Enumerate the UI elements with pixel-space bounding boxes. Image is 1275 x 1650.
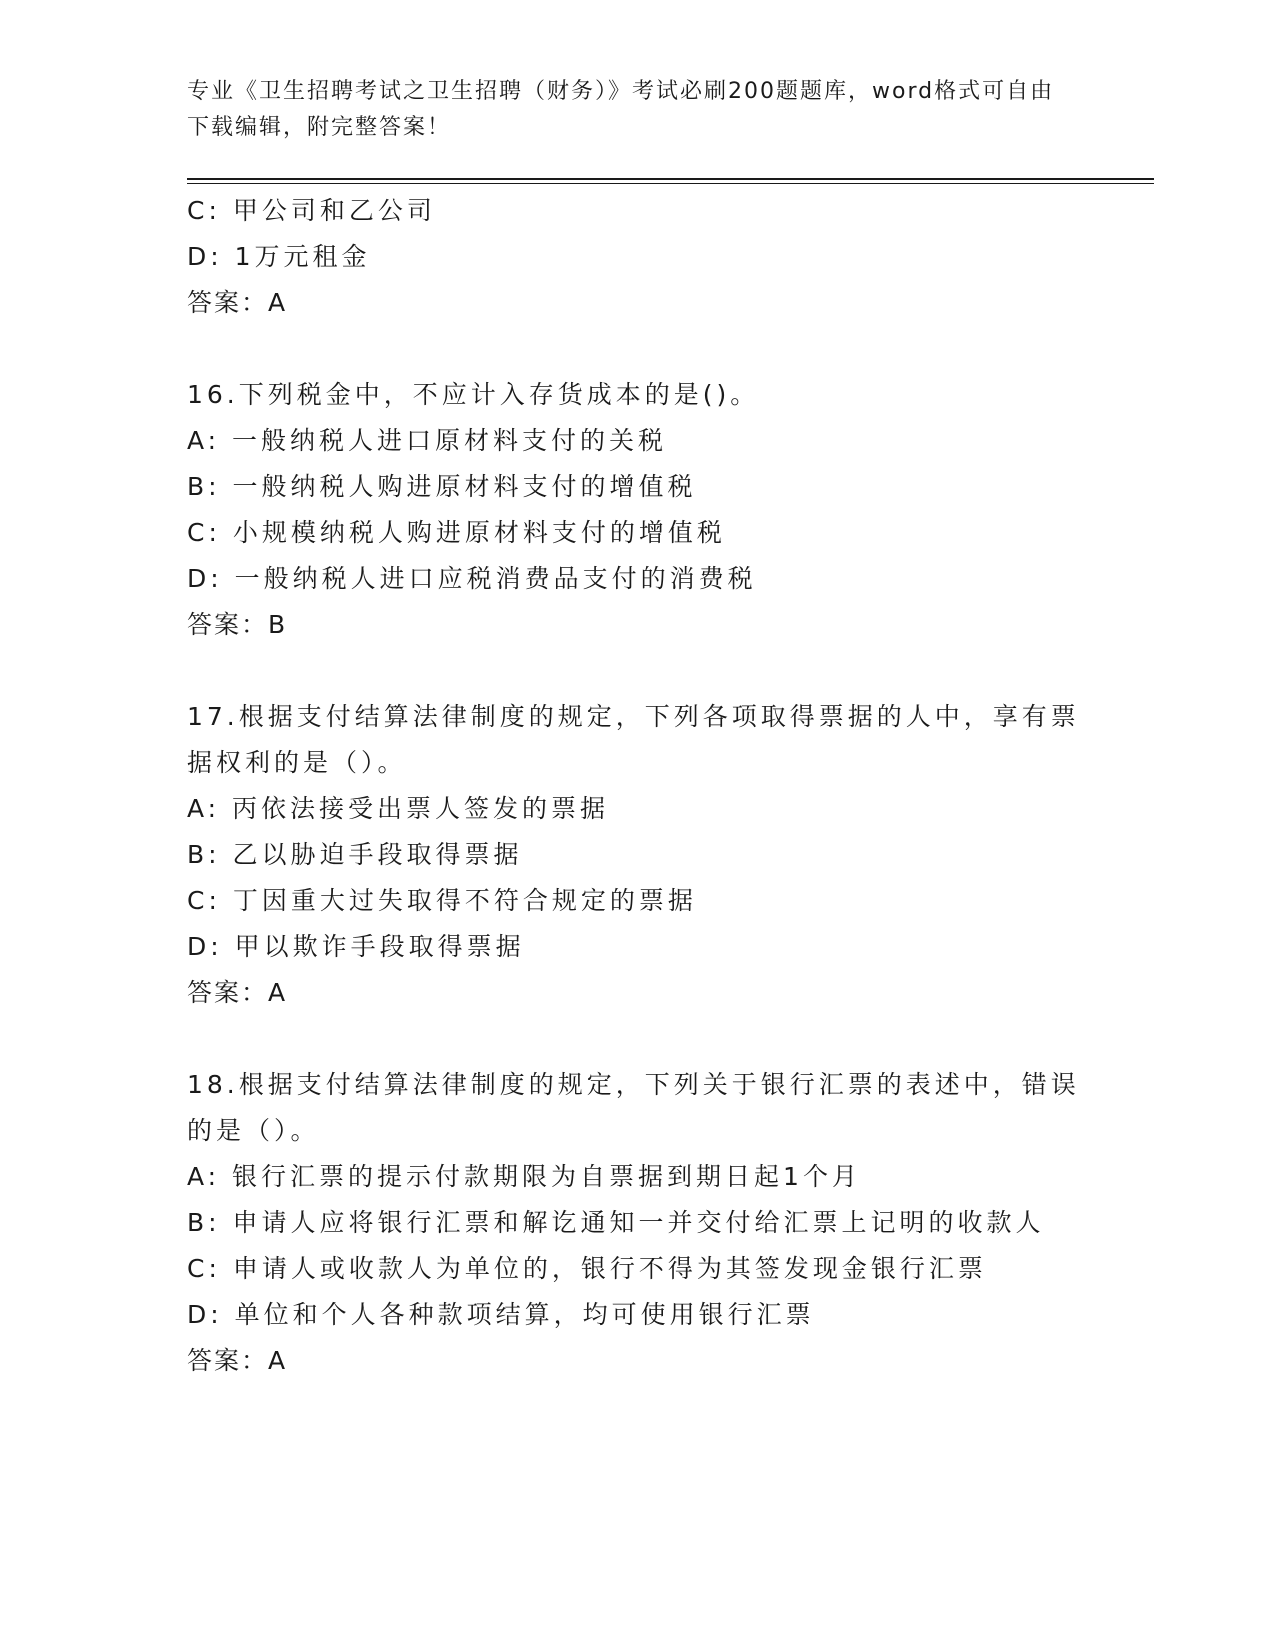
answer-line: 答案：A <box>187 288 288 317</box>
option-d: D: 1万元租金 <box>187 242 371 271</box>
option-b: B: 一般纳税人购进原材料支付的增值税 <box>187 472 697 501</box>
option-a: A: 丙依法接受出票人签发的票据 <box>187 794 610 823</box>
question-stem-line-1: 17.根据支付结算法律制度的规定，下列各项取得票据的人中，享有票 <box>187 702 1080 731</box>
option-c: C: 小规模纳税人购进原材料支付的增值税 <box>187 518 726 547</box>
option-a: A: 银行汇票的提示付款期限为自票据到期日起1个月 <box>187 1162 861 1191</box>
question-15-tail <box>187 188 1087 326</box>
answer-line: 答案：A <box>187 1346 288 1375</box>
header-divider-thick <box>187 178 1154 180</box>
answer-line: 答案：B <box>187 610 288 639</box>
question-content <box>187 188 1087 1384</box>
spacer <box>187 648 1087 694</box>
option-a: A: 一般纳税人进口原材料支付的关税 <box>187 426 668 455</box>
option-d: D: 单位和个人各种款项结算，均可使用银行汇票 <box>187 1300 815 1329</box>
question-stem-line-1: 18.根据支付结算法律制度的规定，下列关于银行汇票的表述中，错误 <box>187 1070 1080 1099</box>
question-17 <box>187 694 1087 1016</box>
document-header <box>187 74 1067 146</box>
question-16 <box>187 372 1087 648</box>
option-c: C: 申请人或收款人为单位的，银行不得为其签发现金银行汇票 <box>187 1254 987 1283</box>
header-divider-thin <box>187 183 1154 184</box>
option-b: B: 申请人应将银行汇票和解讫通知一并交付给汇票上记明的收款人 <box>187 1208 1045 1237</box>
question-stem-line-2: 的是（）。 <box>187 1116 320 1145</box>
answer-line: 答案：A <box>187 978 288 1007</box>
spacer <box>187 1016 1087 1062</box>
option-c: C: 甲公司和乙公司 <box>187 196 436 225</box>
header-intro-text: 专业《卫生招聘考试之卫生招聘（财务）》考试必刷200题题库，word格式可自由下载编辑，附完整答案！ <box>187 79 1055 140</box>
question-stem-line-2: 据权利的是（）。 <box>187 748 407 777</box>
question-stem: 16.下列税金中，不应计入存货成本的是()。 <box>187 380 760 409</box>
option-b: B: 乙以胁迫手段取得票据 <box>187 840 523 869</box>
spacer <box>187 326 1087 372</box>
question-18 <box>187 1062 1087 1384</box>
option-c: C: 丁因重大过失取得不符合规定的票据 <box>187 886 697 915</box>
option-d: D: 一般纳税人进口应税消费品支付的消费税 <box>187 564 757 593</box>
option-d: D: 甲以欺诈手段取得票据 <box>187 932 525 961</box>
